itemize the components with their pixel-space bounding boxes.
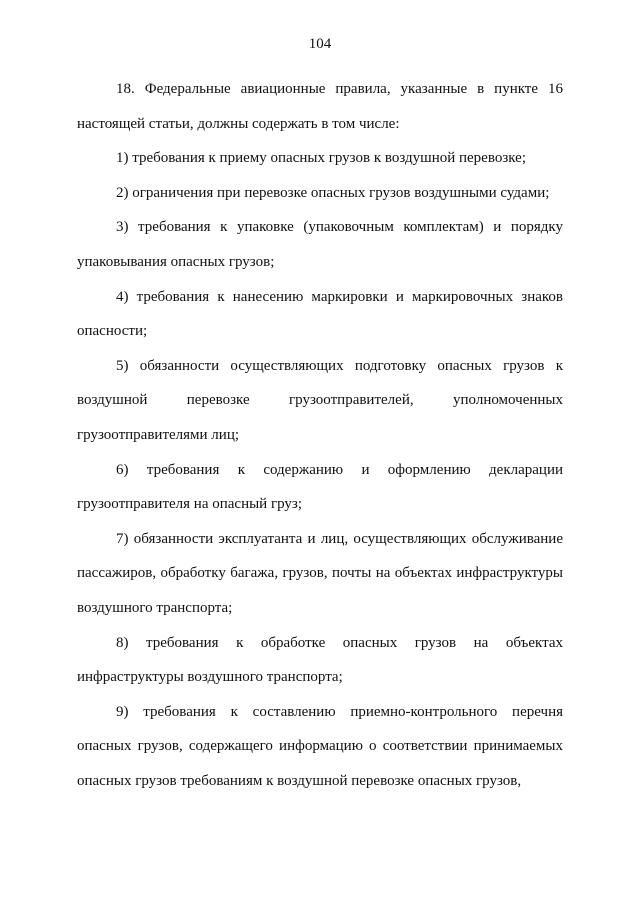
list-item-2: 2) ограничения при перевозке опасных грузов воздушными судами; bbox=[116, 184, 550, 201]
document-body bbox=[77, 72, 563, 798]
list-item-3: 3) требования к упаковке (упаковочным комплектам) и порядку упаковывания опасных грузов; bbox=[77, 219, 563, 270]
page-number: 104 bbox=[308, 36, 332, 52]
list-item-1: 1) требования к приему опасных грузов к воздушной перевозке; bbox=[116, 150, 526, 167]
list-item-9: 9) требования к составлению приемно-контрольного перечня опасных грузов, содержащего информацию о соответствии принимаемых опасных грузов требованиям к воздушной перевозке опасных грузов, bbox=[77, 703, 563, 789]
list-item-8: 8) требования к обработке опасных грузов на объектах инфраструктуры воздушного транспорта; bbox=[77, 634, 563, 686]
list-item-6: 6) требования к содержанию и оформлению декларации грузоотправителя на опасный груз; bbox=[77, 461, 563, 513]
paragraph-18-intro: 18. Федеральные авиационные правила, указанные в пункте 16 настоящей статьи, должны содержать в том числе: bbox=[77, 81, 563, 132]
list-item-4: 4) требования к нанесению маркировки и маркировочных знаков опасности; bbox=[77, 288, 563, 340]
list-item-5: 5) обязанности осуществляющих подготовку опасных грузов к воздушной перевозке грузоотправителей, уполномоченных грузоотправителями лиц; bbox=[77, 357, 563, 443]
list-item-7: 7) обязанности эксплуатанта и лиц, осуществляющих обслуживание пассажиров, обработку багажа, грузов, почты на объектах инфраструктуры воздушного транспорта; bbox=[77, 530, 563, 616]
